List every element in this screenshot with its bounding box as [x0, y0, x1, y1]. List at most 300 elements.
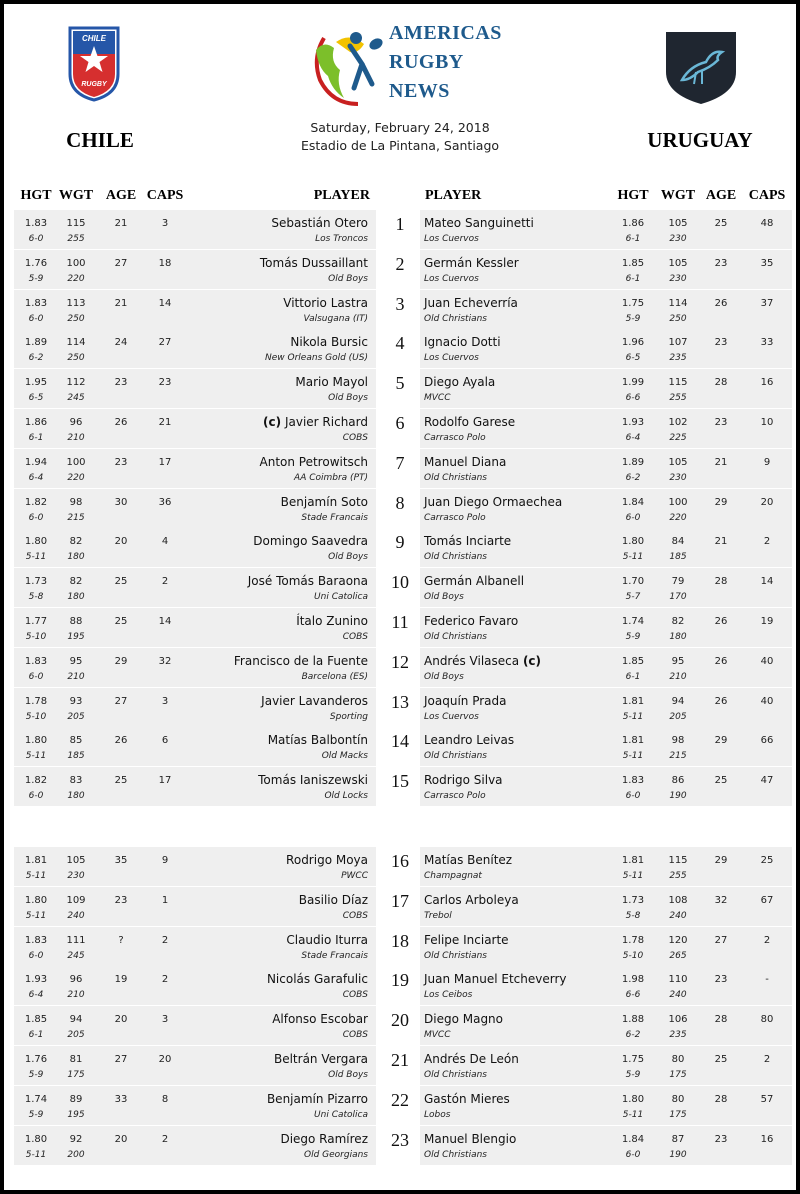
home-player-name-text: Francisco de la Fuente — [233, 653, 368, 668]
home-age: 20 — [114, 1133, 128, 1145]
home-height-m: 1.82 — [24, 775, 48, 787]
home-weight-lb: 255 — [67, 234, 85, 244]
away-player-club: Carrasco Polo — [424, 512, 486, 523]
away-player-club: Old Christians — [424, 313, 487, 324]
home-player-name — [286, 853, 368, 867]
home-weight-kg: 100 — [66, 257, 86, 269]
home-player-name — [248, 574, 368, 588]
home-player-name — [295, 375, 368, 389]
away-height-ft: 6-0 — [625, 791, 641, 802]
away-weight-lb: 240 — [669, 910, 687, 921]
away-age: 32 — [714, 894, 728, 906]
shirt-number: 18 — [391, 930, 409, 951]
home-player-name-text: Anton Petrowitsch — [259, 454, 368, 469]
away-age: 28 — [714, 1093, 728, 1105]
home-height-m: 1.76 — [24, 1054, 48, 1065]
home-age: 27 — [114, 695, 128, 707]
away-height-ft: 6-5 — [625, 353, 641, 364]
away-weight-kg: 100 — [668, 496, 688, 508]
home-age: 24 — [114, 337, 128, 349]
away-player-club: Carrasco Polo — [424, 433, 486, 443]
home-caps: 18 — [158, 257, 172, 269]
away-player-club: Old Christians — [424, 632, 487, 642]
away-player-name — [424, 455, 506, 469]
home-height-m: 1.81 — [24, 855, 48, 866]
away-height-m: 1.75 — [621, 1054, 645, 1065]
home-height-m: 1.80 — [24, 735, 48, 747]
away-player-name — [424, 256, 519, 270]
away-age: 21 — [714, 536, 728, 548]
home-weight-kg: 82 — [69, 536, 83, 548]
away-age: 29 — [714, 496, 728, 508]
table-row — [4, 528, 796, 567]
home-caps: 23 — [158, 377, 172, 389]
away-caps: 14 — [760, 576, 774, 588]
away-height-ft: 6-1 — [625, 234, 641, 244]
away-height-ft: 5-9 — [625, 632, 641, 642]
away-height-m: 1.74 — [621, 616, 645, 627]
home-height-ft: 6-0 — [28, 950, 44, 961]
home-age: 23 — [114, 377, 128, 389]
home-height-ft: 5-9 — [28, 273, 44, 284]
away-height-m: 1.93 — [621, 417, 645, 428]
away-age: 23 — [714, 257, 728, 269]
badge-top-text: CHILE — [82, 34, 106, 43]
shirt-number: 22 — [391, 1089, 409, 1110]
away-player-name — [424, 893, 519, 907]
away-height-ft: 6-2 — [625, 1030, 641, 1041]
home-caps: 2 — [161, 934, 169, 946]
home-player-club: Barcelona (ES) — [301, 671, 368, 682]
away-caps: 40 — [760, 655, 774, 667]
home-height-ft: 6-0 — [28, 512, 44, 523]
away-weight-kg: 79 — [671, 576, 685, 588]
away-age: 25 — [714, 1054, 728, 1065]
away-height-ft: 6-2 — [625, 472, 641, 483]
home-weight-kg: 96 — [69, 417, 83, 428]
away-height-m: 1.85 — [621, 655, 645, 667]
home-age: 20 — [114, 1014, 128, 1026]
away-height-m: 1.99 — [621, 377, 645, 389]
away-player-name — [424, 972, 566, 986]
home-caps: 9 — [161, 855, 169, 866]
away-weight-kg: 108 — [668, 894, 688, 906]
home-caps: 4 — [161, 536, 169, 548]
shirt-number: 19 — [391, 970, 409, 991]
home-player-name — [268, 733, 368, 747]
away-player-name — [424, 733, 514, 747]
home-height-ft: 5-9 — [28, 1109, 44, 1120]
chile-rugby-logo — [66, 24, 122, 102]
home-player-club: Stade Francais — [301, 512, 368, 523]
home-weight-lb: 180 — [67, 791, 85, 802]
away-player-name — [424, 694, 507, 708]
home-weight-kg: 89 — [69, 1093, 83, 1105]
home-player-name — [274, 1052, 368, 1066]
home-player-club: Valsugana (IT) — [303, 313, 368, 324]
home-player-name-text: Sebastián Otero — [271, 216, 368, 230]
home-player-club: Uni Catolica — [314, 592, 368, 603]
home-player-name-text: Ítalo Zunino — [296, 614, 368, 628]
away-weight-kg: 110 — [668, 974, 688, 986]
table-row — [4, 966, 796, 1005]
home-weight-kg: 113 — [66, 297, 86, 309]
away-player-club: Los Cuervos — [424, 711, 479, 722]
away-height-m: 1.96 — [621, 337, 645, 349]
away-age: 28 — [714, 1014, 728, 1026]
home-age: 27 — [114, 257, 128, 269]
away-player-name-text: Carlos Arboleya — [424, 892, 519, 907]
away-height-ft: 6-0 — [625, 512, 641, 523]
away-weight-lb: 235 — [669, 353, 687, 364]
home-player-name-text: Vittorio Lastra — [283, 295, 368, 310]
home-caps: 3 — [161, 1014, 169, 1026]
away-player-club: Old Christians — [424, 751, 487, 762]
home-weight-kg: 96 — [69, 974, 83, 986]
away-caps: 33 — [760, 337, 774, 349]
shirt-number: 7 — [395, 452, 405, 473]
home-weight-lb: 240 — [67, 910, 85, 921]
away-caps: 35 — [760, 257, 774, 269]
away-caps: 20 — [760, 496, 774, 508]
home-wgt-header: WGT — [58, 188, 94, 203]
away-height-ft: 6-6 — [625, 990, 641, 1001]
home-player-club: Los Troncos — [315, 234, 368, 244]
table-row — [4, 608, 796, 647]
home-player-club: Stade Francais — [301, 950, 368, 961]
shirt-number: 13 — [391, 691, 409, 712]
away-player-name-text: Andrés Vilaseca — [424, 653, 520, 668]
home-weight-lb: 185 — [67, 751, 85, 762]
table-row — [4, 489, 796, 528]
home-player-name — [267, 972, 368, 986]
away-player-name-text: Rodrigo Silva — [424, 773, 503, 788]
home-player-club: COBS — [342, 632, 368, 642]
shirt-number: 6 — [395, 413, 405, 433]
home-player-name — [258, 773, 368, 787]
away-weight-kg: 94 — [671, 695, 685, 707]
away-weight-kg: 98 — [671, 735, 685, 747]
away-height-m: 1.81 — [621, 855, 645, 866]
home-player-name — [299, 893, 368, 907]
away-age-header: AGE — [705, 188, 737, 203]
home-height-ft: 5-10 — [25, 632, 47, 642]
home-weight-lb: 250 — [67, 313, 85, 324]
home-caps: 3 — [161, 695, 169, 707]
home-caps: 1 — [161, 894, 169, 906]
away-player-club: Old Christians — [424, 1149, 487, 1160]
home-weight-kg: 93 — [69, 695, 83, 707]
home-height-ft: 6-0 — [28, 791, 44, 802]
shirt-number: 23 — [391, 1129, 409, 1150]
away-player-name-text: Germán Albanell — [424, 574, 525, 589]
away-caps: 47 — [760, 775, 774, 787]
home-weight-kg: 114 — [66, 337, 86, 349]
home-player-name-text: Basilio Díaz — [298, 892, 368, 907]
shirt-number: 10 — [391, 572, 409, 593]
home-age: 25 — [114, 576, 128, 588]
brand-line-3: NEWS — [389, 80, 450, 102]
away-height-m: 1.86 — [621, 218, 645, 229]
shirt-number: 9 — [395, 532, 405, 553]
shirt-number: 16 — [391, 851, 409, 871]
home-player-club: Old Boys — [328, 1070, 368, 1080]
home-weight-lb: 200 — [67, 1149, 85, 1160]
home-age: 33 — [114, 1093, 128, 1105]
home-age: 21 — [114, 218, 128, 229]
home-weight-lb: 180 — [67, 592, 85, 603]
home-height-ft: 5-11 — [25, 910, 47, 921]
shirt-number: 4 — [395, 333, 405, 354]
table-row — [4, 688, 796, 727]
away-player-club: MVCC — [424, 393, 451, 404]
home-weight-kg: 105 — [66, 855, 86, 866]
home-weight-kg: 83 — [69, 775, 83, 787]
away-age: 21 — [714, 456, 728, 468]
home-weight-kg: 94 — [69, 1014, 83, 1026]
home-caps: 6 — [161, 735, 169, 747]
table-row — [4, 290, 796, 329]
away-weight-lb: 250 — [669, 313, 687, 324]
away-weight-kg: 120 — [668, 934, 688, 946]
home-age-header: AGE — [105, 188, 137, 203]
home-weight-lb: 180 — [67, 552, 85, 563]
away-weight-lb: 175 — [669, 1109, 687, 1120]
away-caps: 48 — [760, 218, 774, 229]
home-height-ft: 6-4 — [28, 990, 44, 1001]
away-weight-kg: 82 — [671, 616, 685, 627]
home-player-club: Old Boys — [328, 273, 368, 284]
home-player-name — [296, 614, 368, 628]
away-height-m: 1.83 — [621, 775, 645, 787]
home-player-name-text: Javier Lavanderos — [261, 693, 368, 708]
away-weight-kg: 80 — [671, 1093, 685, 1105]
home-height-m: 1.94 — [24, 456, 48, 468]
home-hgt-header: HGT — [20, 188, 52, 203]
away-player-name-text: Federico Favaro — [424, 614, 519, 628]
home-player-name — [260, 256, 368, 270]
away-height-ft: 6-1 — [625, 273, 641, 284]
home-player-name — [261, 694, 368, 708]
home-age: 30 — [114, 496, 128, 508]
home-player-name — [286, 933, 368, 947]
away-age: 26 — [714, 655, 728, 667]
away-weight-kg: 105 — [668, 456, 688, 468]
table-row — [4, 887, 796, 926]
home-weight-kg: 82 — [69, 576, 83, 588]
home-weight-kg: 112 — [66, 377, 86, 389]
away-player-name-text: Mateo Sanguinetti — [424, 216, 534, 230]
home-player-club: COBS — [342, 990, 368, 1001]
home-weight-lb: 220 — [67, 273, 85, 284]
home-height-m: 1.83 — [24, 297, 48, 309]
away-caps: 2 — [763, 934, 771, 946]
home-height-ft: 5-11 — [25, 552, 47, 563]
away-age: 23 — [714, 974, 728, 986]
away-weight-lb: 230 — [669, 273, 687, 284]
home-caps: 2 — [161, 1133, 169, 1145]
away-height-ft: 5-7 — [625, 592, 641, 603]
home-height-ft: 6-4 — [28, 472, 44, 483]
home-weight-lb: 210 — [67, 671, 85, 682]
away-weight-kg: 114 — [668, 297, 688, 309]
home-player-name-text: Benjamín Pizarro — [266, 1091, 368, 1106]
away-height-ft: 5-10 — [622, 950, 644, 961]
home-height-m: 1.83 — [24, 655, 48, 667]
home-weight-lb: 195 — [67, 1109, 85, 1120]
away-player-name-text: Manuel Blengio — [424, 1131, 517, 1146]
away-player-header: PLAYER — [425, 188, 482, 203]
away-weight-kg: 107 — [668, 337, 688, 349]
away-age: 29 — [714, 735, 728, 747]
away-player-name-text: Juan Echeverría — [424, 295, 518, 310]
away-height-ft: 5-11 — [622, 1109, 644, 1120]
home-player-name-text: José Tomás Baraona — [247, 574, 368, 589]
away-player-name — [424, 654, 541, 668]
table-row — [4, 1086, 796, 1125]
shirt-number: 8 — [395, 492, 405, 513]
away-weight-lb: 175 — [669, 1070, 687, 1080]
home-height-m: 1.85 — [24, 1014, 48, 1026]
away-height-m: 1.98 — [621, 974, 645, 986]
away-player-club: Old Christians — [424, 472, 487, 483]
home-age: 25 — [114, 775, 128, 787]
away-weight-kg: 95 — [671, 655, 685, 667]
home-player-name-text: Nikola Bursic — [290, 335, 368, 350]
home-player-name — [260, 455, 369, 469]
home-age: 23 — [114, 894, 128, 906]
table-row — [4, 210, 796, 249]
home-age: 35 — [114, 855, 128, 866]
home-player-club: Sporting — [329, 711, 368, 722]
away-weight-lb: 180 — [669, 632, 687, 642]
home-weight-lb: 205 — [67, 711, 85, 722]
away-player-name — [424, 375, 495, 389]
away-height-m: 1.80 — [621, 1093, 645, 1105]
away-weight-lb: 210 — [669, 671, 687, 682]
home-height-ft: 6-1 — [28, 1030, 44, 1041]
away-player-club: Carrasco Polo — [424, 791, 486, 802]
table-row — [4, 1006, 796, 1045]
table-row — [4, 767, 796, 806]
home-player-name-text: Javier Richard — [284, 415, 368, 429]
home-caps: 3 — [161, 218, 169, 229]
home-height-m: 1.80 — [24, 536, 48, 548]
home-age: 26 — [114, 735, 128, 747]
home-height-m: 1.86 — [24, 417, 48, 428]
home-height-ft: 5-10 — [25, 711, 47, 722]
home-height-ft: 6-0 — [28, 234, 44, 244]
home-weight-kg: 81 — [69, 1054, 83, 1065]
away-player-name — [424, 415, 515, 429]
away-age: 27 — [714, 934, 728, 946]
home-caps: 2 — [161, 974, 169, 986]
away-hgt-header: HGT — [617, 188, 649, 203]
home-weight-lb: 245 — [67, 950, 85, 961]
away-caps-header: CAPS — [748, 188, 786, 203]
home-height-ft: 6-5 — [28, 393, 44, 404]
home-weight-lb: 195 — [67, 632, 85, 642]
home-height-ft: 6-1 — [28, 433, 44, 443]
home-height-ft: 6-0 — [28, 671, 44, 682]
away-player-club: Los Cuervos — [424, 353, 479, 364]
home-age: 23 — [114, 456, 128, 468]
away-player-name-text: Andrés De León — [424, 1052, 519, 1066]
away-height-m: 1.84 — [621, 1133, 645, 1145]
home-caps: 21 — [158, 417, 172, 428]
shirt-number: 21 — [391, 1050, 409, 1070]
away-weight-kg: 106 — [668, 1014, 688, 1026]
home-player-club: PWCC — [341, 871, 368, 881]
away-weight-lb: 220 — [669, 512, 687, 523]
away-height-m: 1.89 — [621, 456, 645, 468]
away-height-m: 1.85 — [621, 257, 645, 269]
away-height-ft: 5-11 — [622, 552, 644, 563]
away-height-ft: 5-11 — [622, 871, 644, 881]
away-player-name-text: Manuel Diana — [424, 454, 507, 469]
away-age: 26 — [714, 616, 728, 627]
away-caps: 57 — [760, 1093, 774, 1105]
home-player-name-text: Domingo Saavedra — [253, 534, 368, 549]
table-row — [4, 369, 796, 408]
table-row — [4, 727, 796, 766]
home-height-m: 1.74 — [24, 1093, 48, 1105]
away-player-club: Old Christians — [424, 950, 487, 961]
away-caps: 67 — [760, 894, 774, 906]
away-player-club: MVCC — [424, 1030, 451, 1041]
away-player-name-text: Rodolfo Garese — [424, 415, 516, 429]
home-weight-lb: 230 — [67, 871, 85, 881]
away-height-m: 1.88 — [621, 1014, 645, 1026]
home-height-m: 1.78 — [24, 695, 48, 707]
away-player-name-text: Juan Manuel Etcheverry — [424, 972, 567, 987]
home-weight-kg: 98 — [69, 496, 83, 508]
home-height-ft: 5-9 — [28, 1070, 44, 1080]
away-weight-lb: 255 — [669, 393, 687, 404]
home-player-club: Uni Catolica — [314, 1109, 368, 1120]
away-weight-lb: 205 — [669, 711, 687, 722]
away-player-name — [424, 1052, 519, 1066]
away-player-club: Los Cuervos — [424, 273, 479, 284]
shirt-number: 20 — [391, 1010, 409, 1031]
away-player-name-text: Diego Ayala — [424, 375, 496, 390]
home-player-name-text: Diego Ramírez — [280, 1131, 368, 1146]
home-player-name-text: Rodrigo Moya — [286, 853, 368, 867]
away-player-name — [424, 614, 518, 628]
away-caps: 80 — [760, 1014, 774, 1026]
home-player-club: COBS — [342, 910, 368, 921]
away-player-name-text: Gastón Mieres — [424, 1091, 510, 1106]
home-caps: 14 — [158, 297, 172, 309]
away-team-name: URUGUAY — [647, 128, 753, 152]
shirt-number: 14 — [391, 731, 409, 752]
away-caps: 2 — [763, 1054, 771, 1065]
away-weight-lb: 240 — [669, 990, 687, 1001]
home-player-club: Old Boys — [328, 552, 368, 563]
home-player-name-text: Nicolás Garafulic — [266, 972, 368, 987]
uruguay-rugby-logo — [664, 28, 738, 106]
away-weight-lb: 230 — [669, 234, 687, 244]
home-caps: 14 — [158, 616, 172, 627]
away-player-club: Old Christians — [424, 552, 487, 563]
away-player-club: Old Boys — [424, 592, 464, 603]
away-player-name-text: Diego Magno — [424, 1012, 504, 1027]
away-caps: 19 — [760, 616, 774, 627]
home-player-name — [272, 1012, 368, 1026]
away-height-m: 1.80 — [621, 536, 645, 548]
home-player-name — [253, 534, 368, 548]
away-player-name — [424, 335, 501, 349]
